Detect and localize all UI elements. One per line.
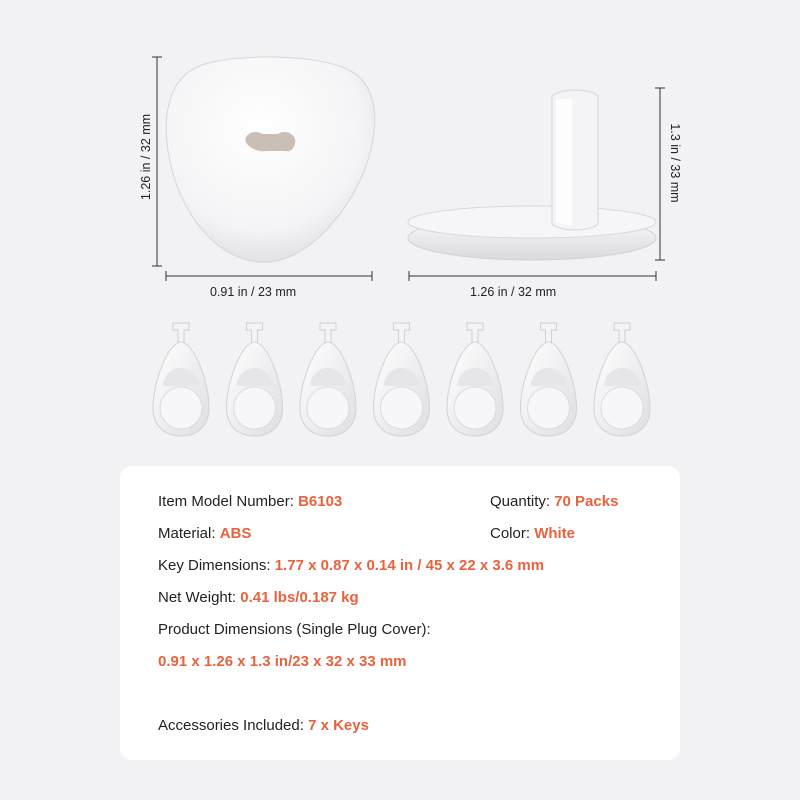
spec-model-label: Item Model Number: <box>158 493 294 510</box>
spec-accessories <box>158 717 369 734</box>
spec-key-dimensions <box>158 557 544 574</box>
side-width-line <box>409 271 656 281</box>
key-item <box>153 323 209 436</box>
spec-color <box>490 525 575 542</box>
spec-model-value: B6103 <box>298 493 343 510</box>
spec-model <box>158 493 342 510</box>
spec-product-dimensions <box>158 621 431 638</box>
plug-cover-front-view <box>166 57 374 262</box>
spec-material-value: ABS <box>219 525 252 542</box>
front-width-label: 0.91 in / 23 mm <box>210 285 297 299</box>
spec-material <box>158 525 251 542</box>
spec-product-dimensions-row <box>158 653 407 670</box>
plug-cover-side-view <box>408 90 656 260</box>
key-item <box>227 323 283 436</box>
spec-key-dimensions-label: Key Dimensions: <box>158 557 271 574</box>
front-height-label: 1.26 in / 32 mm <box>139 113 153 201</box>
front-width-line <box>166 271 372 281</box>
key-item <box>521 323 577 436</box>
spec-key-dimensions-value: 1.77 x 0.87 x 0.14 in / 45 x 22 x 3.6 mm <box>274 557 545 574</box>
key-item <box>374 323 430 436</box>
spec-quantity <box>490 493 618 510</box>
spec-quantity-value: 70 Packs <box>554 493 619 510</box>
specs-card <box>120 466 680 760</box>
spec-color-value: White <box>534 525 576 542</box>
spec-product-dimensions-label: Product Dimensions (Single Plug Cover): <box>158 621 431 638</box>
key-item <box>300 323 356 436</box>
side-height-label: 1.3 in / 33 mm <box>668 123 682 203</box>
spec-weight-label: Net Weight: <box>158 589 237 606</box>
spec-weight <box>158 589 359 606</box>
front-height-line <box>152 57 162 266</box>
side-height-line <box>655 88 665 260</box>
spec-weight-value: 0.41 lbs/0.187 kg <box>240 589 359 606</box>
spec-material-label: Material: <box>158 525 216 542</box>
spec-color-label: Color: <box>490 525 531 542</box>
key-item <box>594 323 650 436</box>
keys-row <box>153 323 650 436</box>
side-width-label: 1.26 in / 32 mm <box>470 285 557 299</box>
spec-accessories-label: Accessories Included: <box>158 717 304 734</box>
key-item <box>447 323 503 436</box>
spec-quantity-label: Quantity: <box>490 493 551 510</box>
spec-product-dimensions-value: 0.91 x 1.26 x 1.3 in/23 x 32 x 33 mm <box>158 653 407 670</box>
key-slot <box>245 132 295 151</box>
spec-accessories-value: 7 x Keys <box>308 717 369 734</box>
